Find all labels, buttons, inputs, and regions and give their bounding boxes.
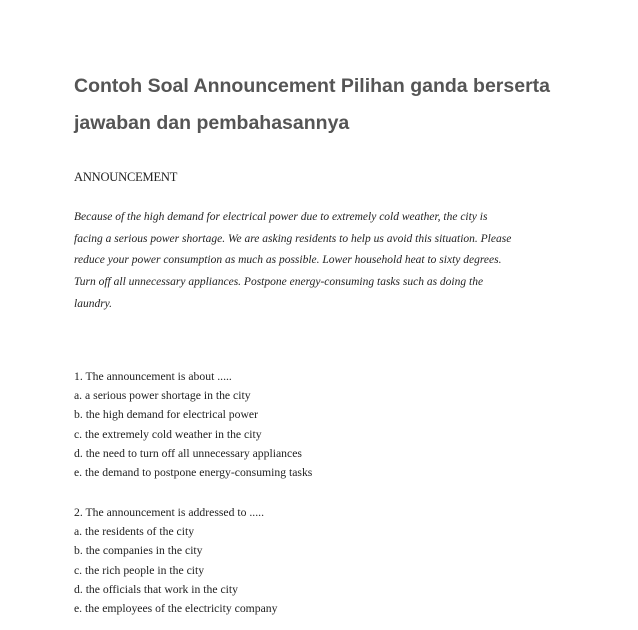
announcement-text	[74, 207, 574, 316]
answer-option-b: b. the high demand for electrical power	[74, 408, 259, 422]
answer-option-d: d. the need to turn off all unnecessary appliances	[74, 446, 302, 460]
answer-option-d: d. the officials that work in the city	[74, 582, 239, 596]
title-line-2: jawaban dan pembahasannya	[74, 112, 350, 134]
answer-option-c: c. the extremely cold weather in the city	[74, 427, 262, 441]
question-prompt: 2. The announcement is addressed to .....	[74, 506, 264, 519]
question-2	[74, 503, 574, 618]
answer-option-e: e. the employees of the electricity company	[74, 602, 278, 616]
announcement-line: laundry.	[74, 297, 113, 310]
answer-option-e: e. the demand to postpone energy-consuming tasks	[74, 466, 313, 480]
announcement-line: reduce your power consumption as much as possible. Lower household heat to sixty degrees.	[74, 254, 502, 267]
announcement-line: Because of the high demand for electrical power due to extremely cold weather, the city is	[74, 211, 488, 223]
announcement-line: Turn off all unnecessary appliances. Postpone energy-consuming tasks such as doing the	[74, 276, 484, 289]
announcement-line: facing a serious power shortage. We are asking residents to help us avoid this situation. Please	[74, 232, 512, 245]
question-prompt: 1. The announcement is about .....	[74, 370, 232, 383]
answer-option-b: b. the companies in the city	[74, 544, 203, 558]
title-line-1: Contoh Soal Announcement Pilihan ganda berserta	[74, 75, 550, 97]
answer-option-a: a. a serious power shortage in the city	[74, 389, 251, 403]
question-1	[74, 367, 574, 482]
answer-option-c: c. the rich people in the city	[74, 563, 205, 577]
section-heading: ANNOUNCEMENT	[74, 170, 178, 184]
answer-option-a: a. the residents of the city	[74, 525, 195, 539]
page-title	[74, 68, 594, 142]
